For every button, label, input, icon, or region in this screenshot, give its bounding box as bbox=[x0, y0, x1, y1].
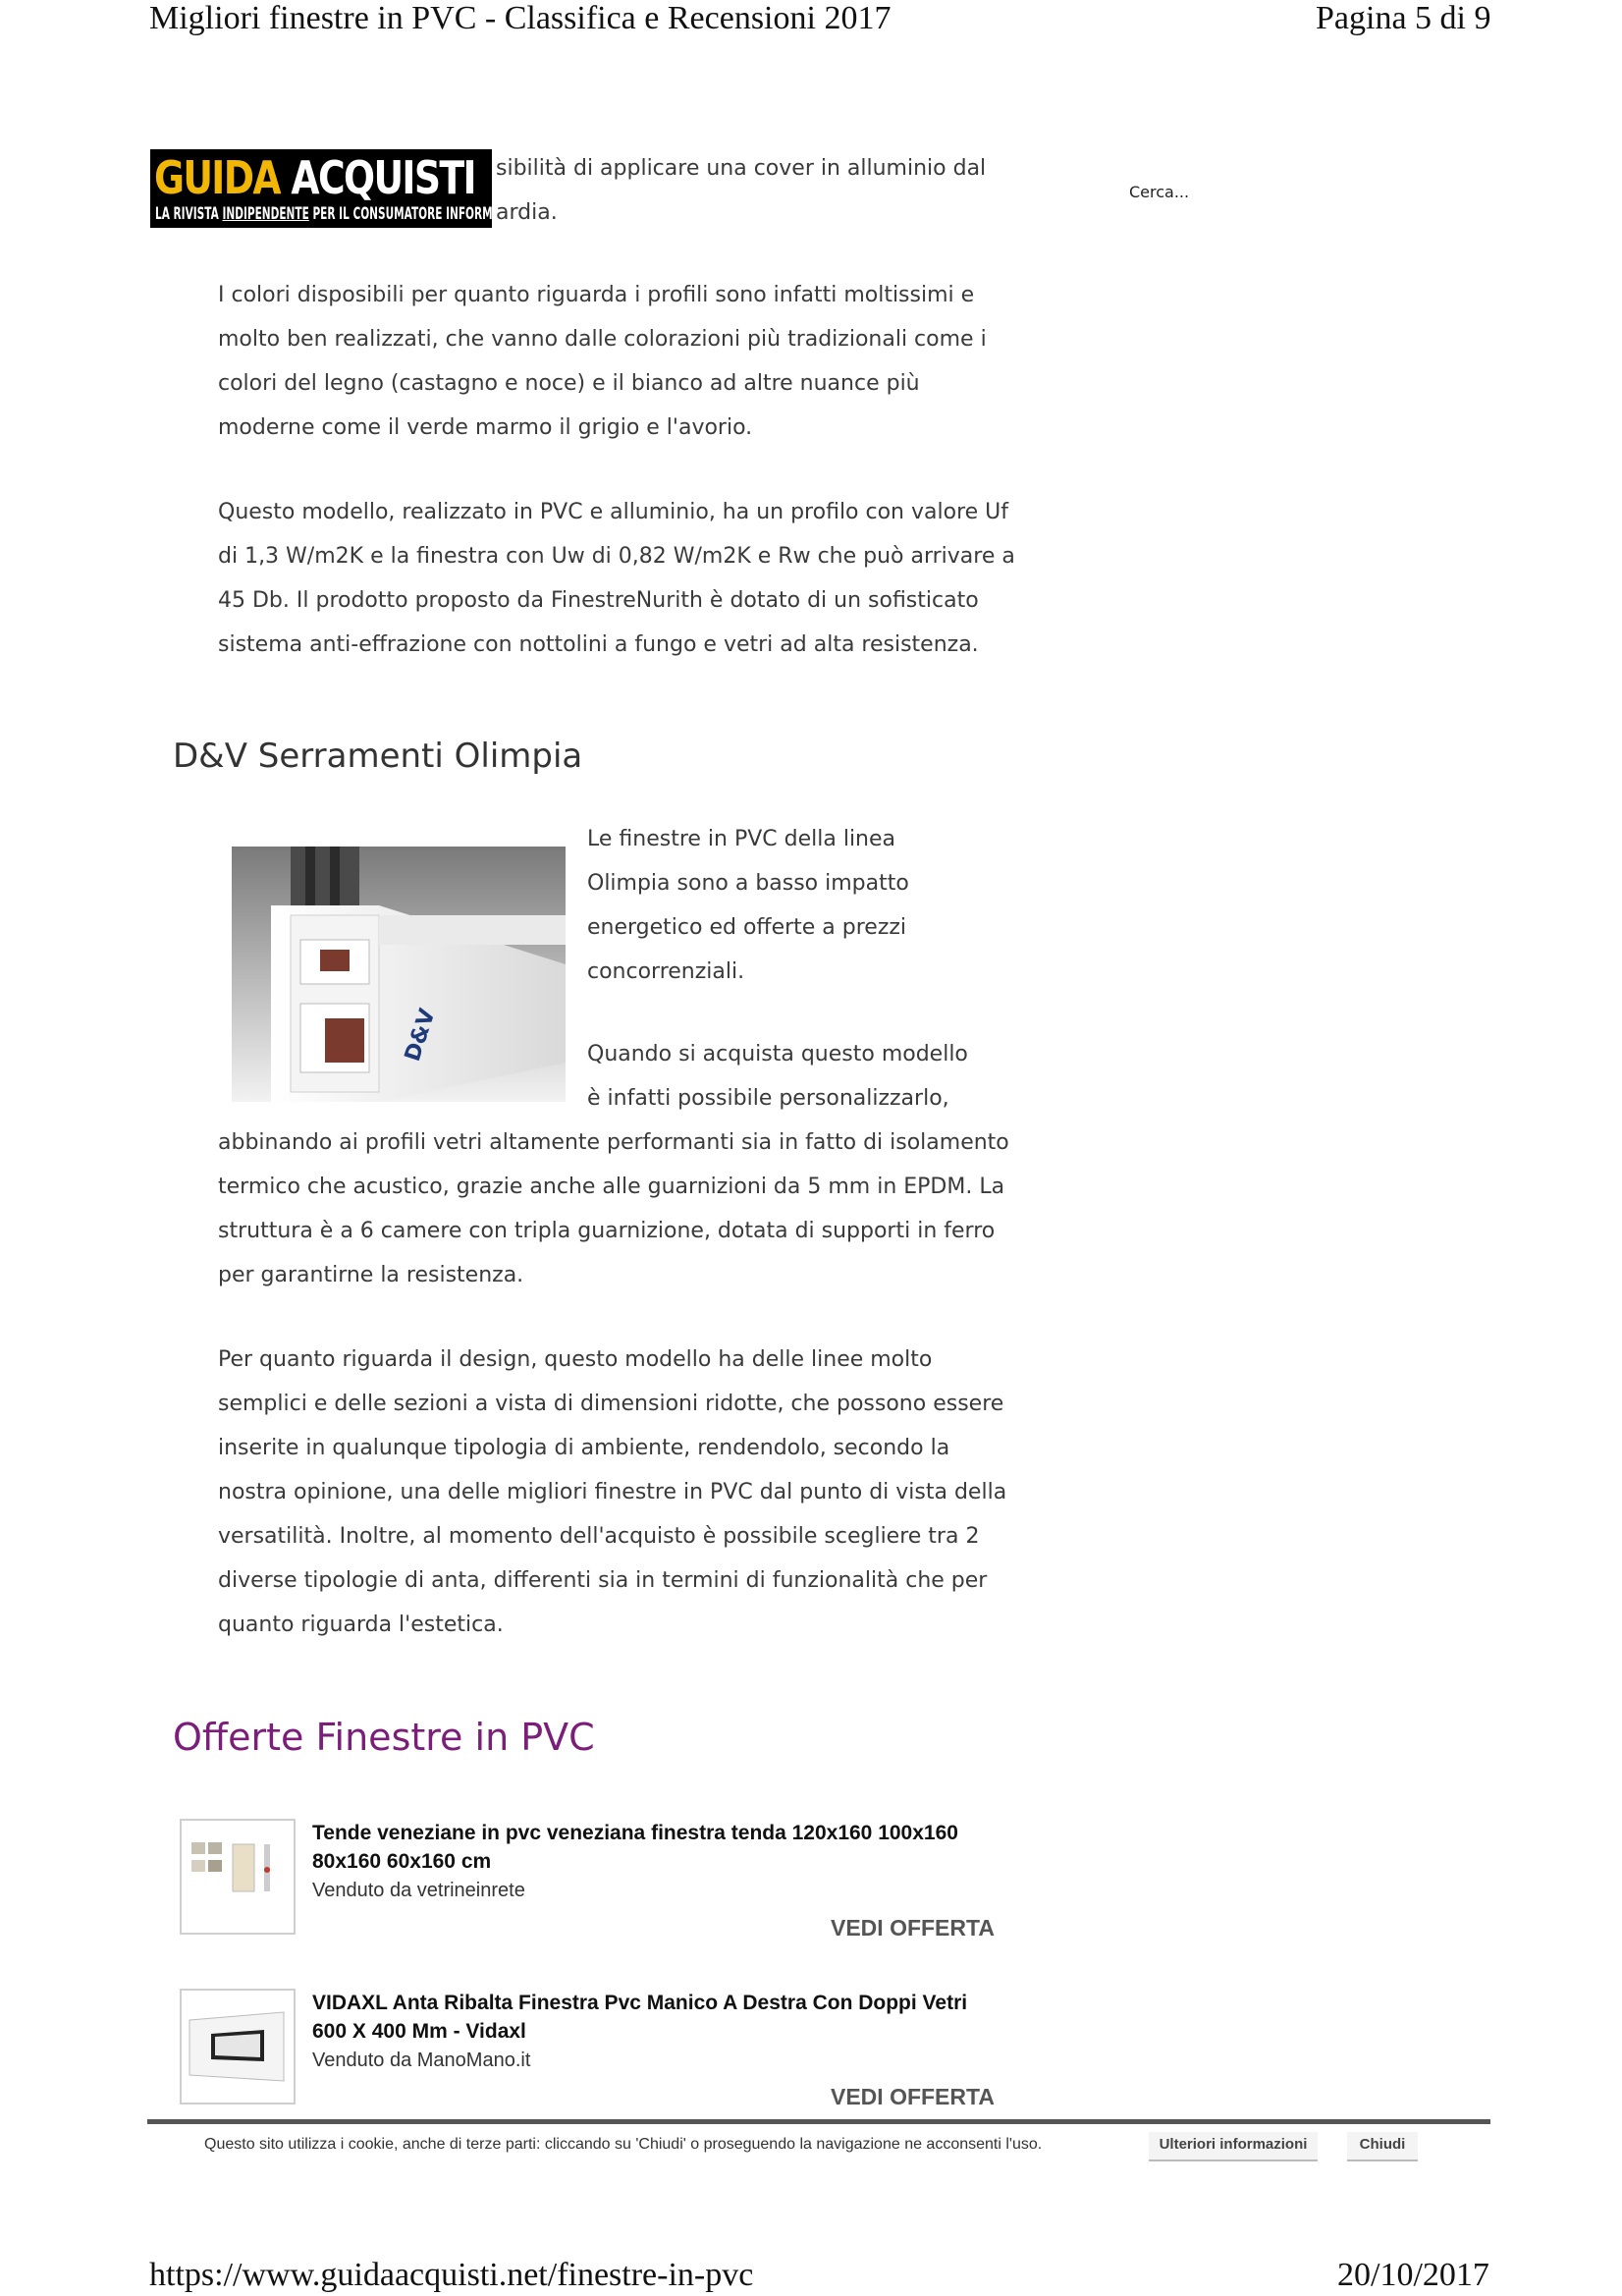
para2-line: di 1,3 W/m2K e la finestra con Uw di 0,82 W/m2K e Rw che può arrivare a bbox=[218, 544, 1015, 569]
side-para1-line: energetico ed offerte a prezzi bbox=[587, 915, 907, 940]
offer-seller: Venduto da vetrineinrete bbox=[312, 1880, 525, 1901]
para2-line: sistema anti-effrazione con nottolini a fungo e vetri ad alta resistenza. bbox=[218, 632, 979, 657]
para3-line: per garantirne la resistenza. bbox=[218, 1263, 524, 1287]
intro-line-2: ardia. bbox=[496, 200, 558, 225]
side-para1-line: Le finestre in PVC della linea bbox=[587, 827, 896, 851]
para4-line: diverse tipologie di anta, differenti sia in termini di funzionalità che per bbox=[218, 1568, 988, 1593]
para1-line: I colori disposibili per quanto riguarda i profili sono infatti moltissimi e bbox=[218, 283, 975, 307]
para3-line: abbinando ai profili vetri altamente performanti sia in fatto di isolamento bbox=[218, 1130, 1009, 1155]
offer-title[interactable]: 600 X 400 Mm - Vidaxl bbox=[312, 2020, 526, 2043]
offer-title[interactable]: Tende veneziane in pvc veneziana finestra tenda 120x160 100x160 bbox=[312, 1822, 958, 1844]
print-footer-url: https://www.guidaacquisti.net/finestre-in-pvc bbox=[149, 2257, 754, 2293]
cookie-close-button[interactable]: Chiudi bbox=[1347, 2132, 1418, 2161]
cookie-bar-divider bbox=[147, 2119, 1490, 2124]
vedi-offerta-button[interactable]: VEDI OFFERTA bbox=[831, 1915, 995, 1941]
logo-tagline-c: PER IL CONSUMATORE INFORMATO bbox=[308, 204, 516, 224]
print-header-title: Migliori finestre in PVC - Classifica e Recensioni 2017 bbox=[149, 0, 892, 36]
print-header-page: Pagina 5 di 9 bbox=[1316, 0, 1491, 36]
offer-seller: Venduto da ManoMano.it bbox=[312, 2050, 531, 2071]
vedi-offerta-button[interactable]: VEDI OFFERTA bbox=[831, 2084, 995, 2109]
side-para1-line: concorrenziali. bbox=[587, 959, 745, 984]
section-heading-dv: D&V Serramenti Olimpia bbox=[173, 737, 583, 776]
logo-word-guida: GUIDA bbox=[154, 151, 280, 204]
cookie-notice-text: Questo sito utilizza i cookie, anche di terze parti: cliccando su 'Chiudi' o proseguendo la navigazione ne acconsenti l'uso. bbox=[204, 2136, 1043, 2153]
para2-line: 45 Db. Il prodotto proposto da FinestreNurith è dotato di un sofisticato bbox=[218, 588, 979, 613]
para1-line: molto ben realizzati, che vanno dalle colorazioni più tradizionali come i bbox=[218, 327, 987, 352]
para4-line: versatilità. Inoltre, al momento dell'acquisto è possibile scegliere tra 2 bbox=[218, 1524, 980, 1549]
print-footer-date: 20/10/2017 bbox=[1337, 2257, 1489, 2293]
para1-line: moderne come il verde marmo il grigio e l'avorio. bbox=[218, 415, 753, 440]
para4-line: nostra opinione, una delle migliori finestre in PVC dal punto di vista della bbox=[218, 1480, 1007, 1504]
offer-thumbnail[interactable] bbox=[180, 1989, 296, 2105]
logo-tagline-a: LA RIVISTA bbox=[155, 204, 223, 224]
search-input[interactable]: Cerca... bbox=[1129, 183, 1190, 201]
logo-tagline-b: INDIPENDENTE bbox=[222, 204, 309, 224]
window-profile-image bbox=[232, 847, 566, 1102]
para4-line: inserite in qualunque tipologia di ambiente, rendendolo, secondo la bbox=[218, 1436, 950, 1460]
para1-line: colori del legno (castagno e noce) e il bianco ad altre nuance più bbox=[218, 371, 920, 396]
side-para1-line: Olimpia sono a basso impatto bbox=[587, 871, 909, 896]
para3-line: termico che acustico, grazie anche alle guarnizioni da 5 mm in EPDM. La bbox=[218, 1175, 1005, 1199]
offers-heading: Offerte Finestre in PVC bbox=[173, 1716, 595, 1759]
para4-line: quanto riguarda l'estetica. bbox=[218, 1613, 504, 1637]
offer-title[interactable]: VIDAXL Anta Ribalta Finestra Pvc Manico A Destra Con Doppi Vetri bbox=[312, 1992, 968, 2014]
image-brand-label: D&V bbox=[400, 1006, 441, 1065]
para2-line: Questo modello, realizzato in PVC e alluminio, ha un profilo con valore Uf bbox=[218, 500, 1009, 524]
para4-line: semplici e delle sezioni a vista di dimensioni ridotte, che possono essere bbox=[218, 1392, 1004, 1416]
cookie-more-info-button[interactable]: Ulteriori informazioni bbox=[1149, 2132, 1318, 2161]
para3-line: struttura è a 6 camere con tripla guarnizione, dotata di supporti in ferro bbox=[218, 1219, 996, 1243]
side-para2-line: è infatti possibile personalizzarlo, bbox=[587, 1086, 949, 1111]
offer-title[interactable]: 80x160 60x160 cm bbox=[312, 1850, 492, 1873]
intro-line-1: sibilità di applicare una cover in alluminio dal bbox=[496, 156, 987, 181]
side-para2-line: Quando si acquista questo modello bbox=[587, 1042, 968, 1066]
offer-thumbnail[interactable] bbox=[180, 1819, 296, 1935]
logo-word-acquisti: ACQUISTI bbox=[291, 151, 475, 204]
para4-line: Per quanto riguarda il design, questo modello ha delle linee molto bbox=[218, 1347, 933, 1372]
site-logo[interactable] bbox=[150, 149, 516, 228]
